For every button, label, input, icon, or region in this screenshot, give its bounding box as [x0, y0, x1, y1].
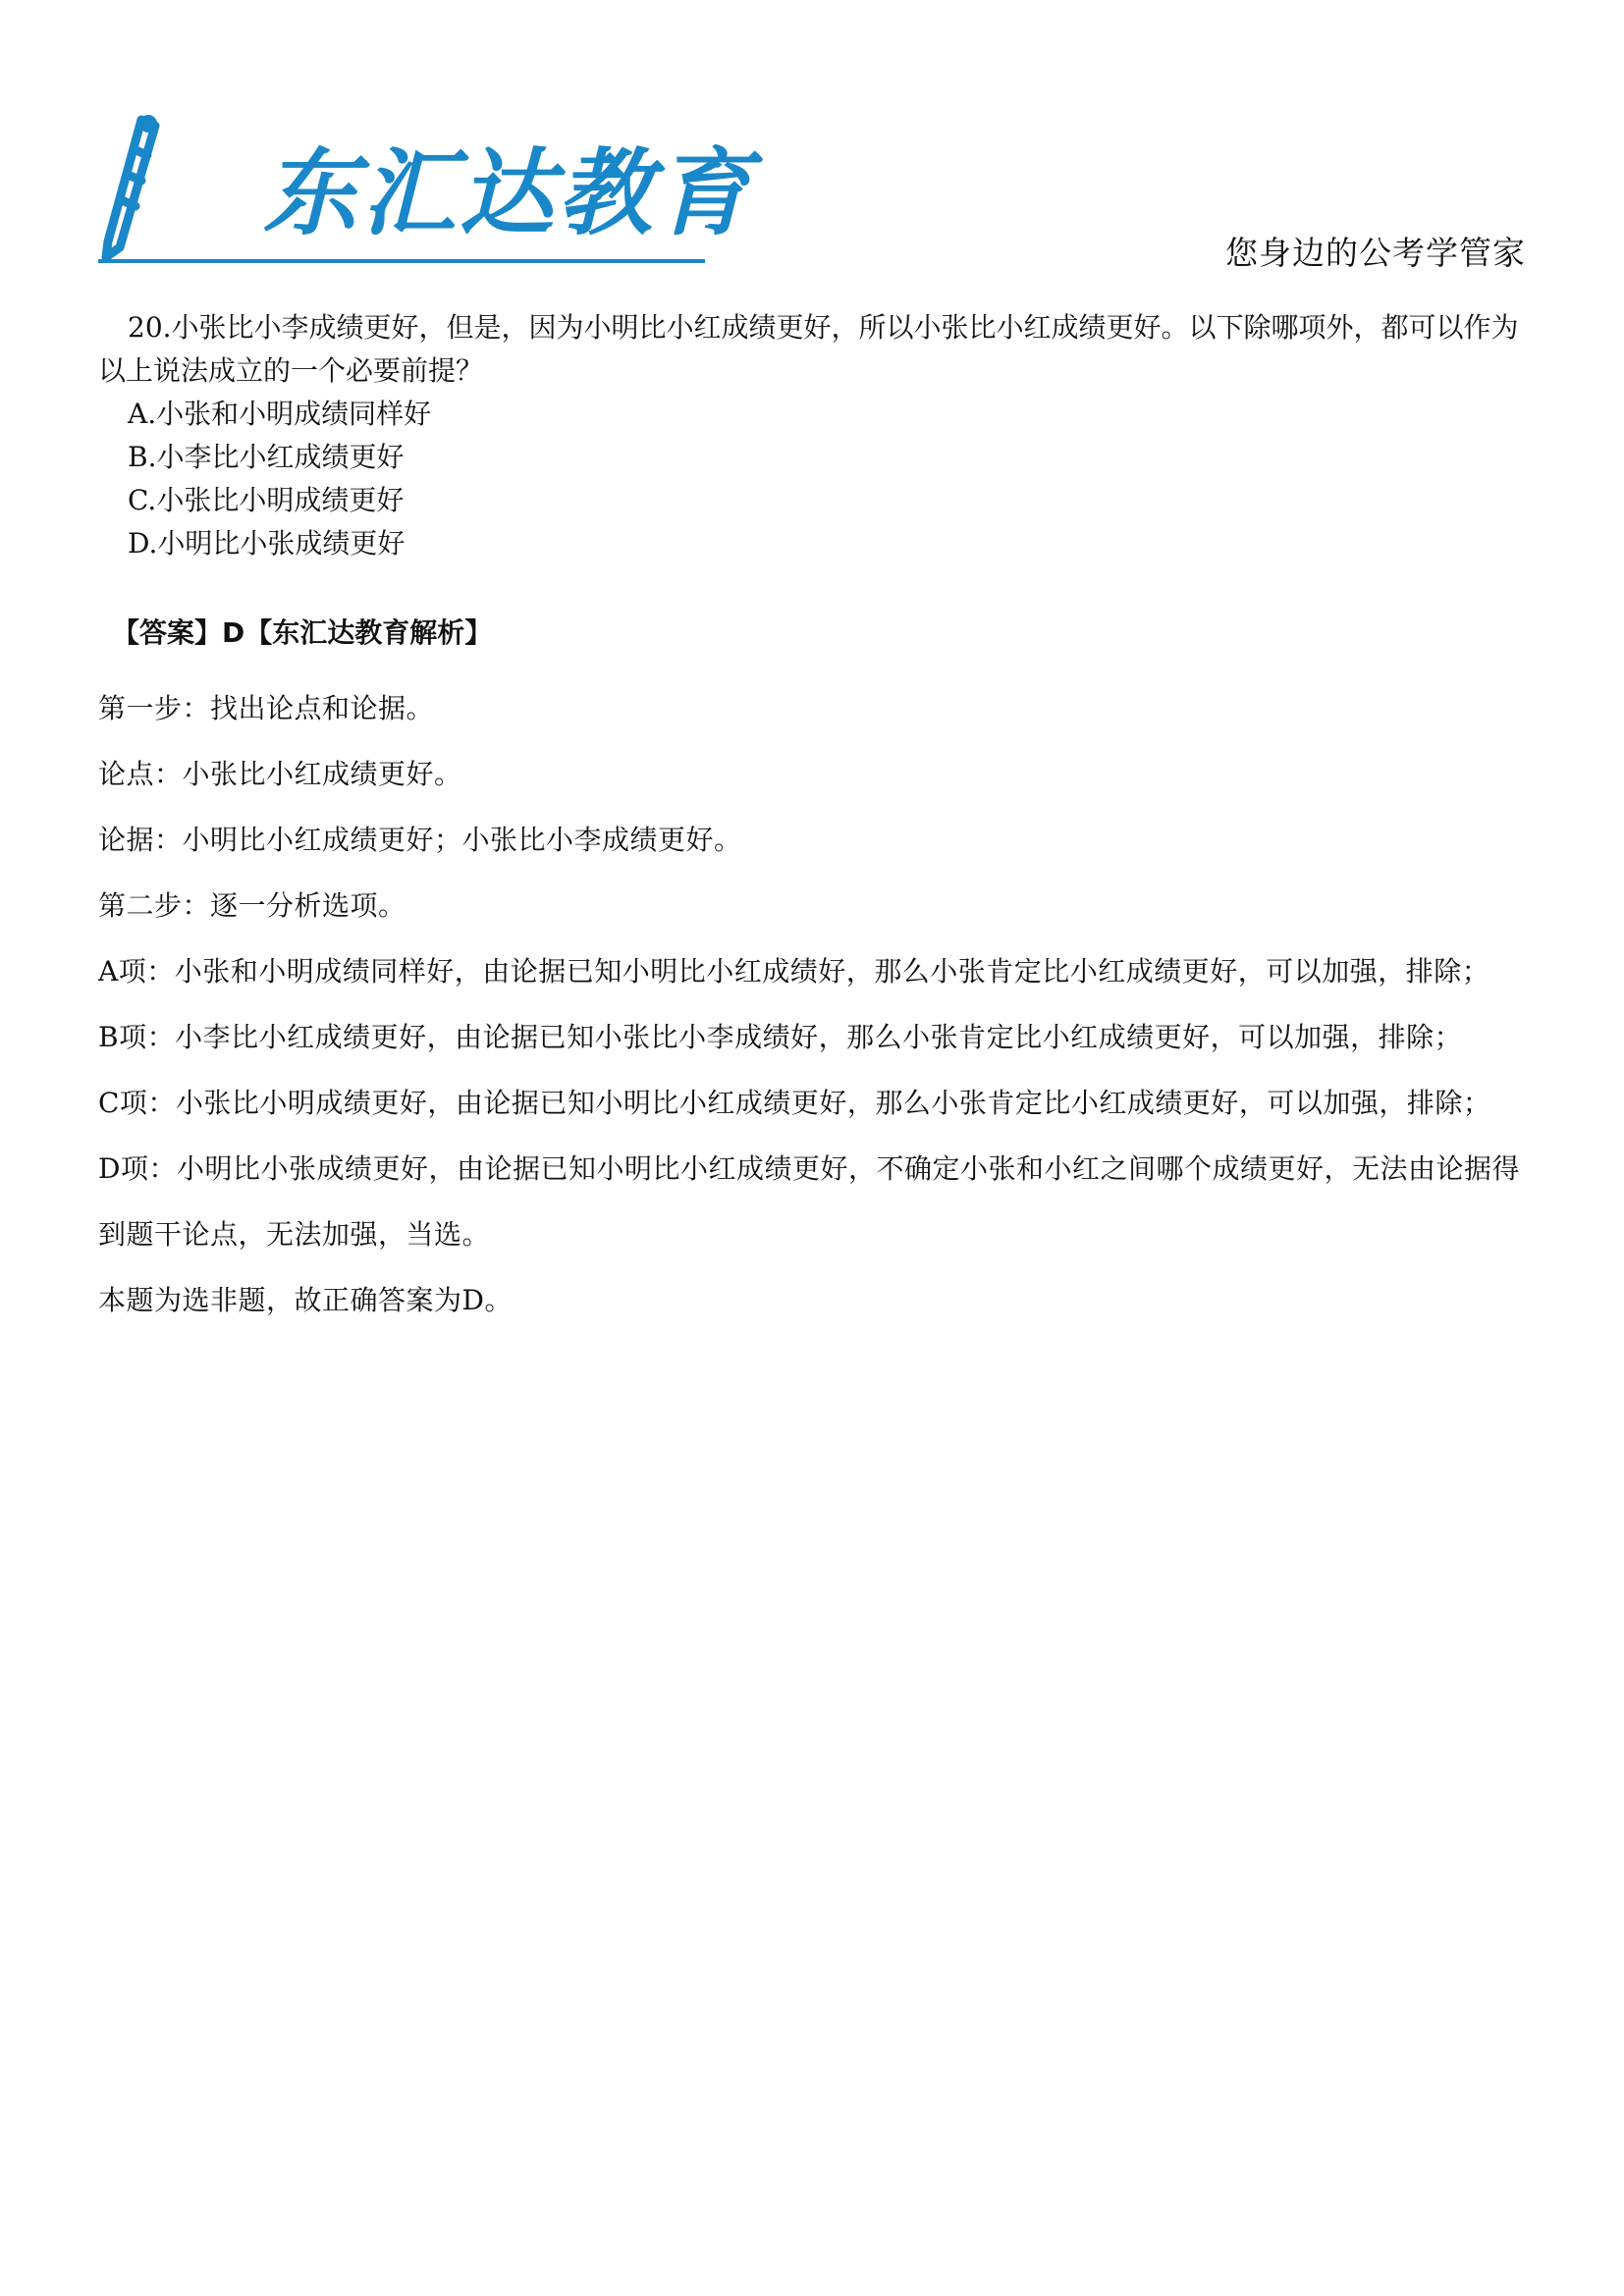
analysis-option-b: B项：小李比小红成绩更好，由论据已知小张比小李成绩好，那么小张肯定比小红成绩更好，可以加强，排除；	[98, 1021, 1463, 1053]
analysis-option-d: D项：小明比小张成绩更好，由论据已知小明比小红成绩更好，不确定小张和小红之间哪个成绩更好，无法由论据得到题干论点，无法加强，当选。	[98, 1152, 1520, 1251]
analysis-final-answer: 本题为选非题，故正确答案为D。	[98, 1284, 513, 1316]
question-stem: 20.小张比小李成绩更好，但是，因为小明比小红成绩更好，所以小张比小红成绩更好。以下除哪项外，都可以作为以上说法成立的一个必要前提？	[98, 311, 1519, 387]
analysis-conclusion: 论点：小张比小红成绩更好。	[98, 758, 462, 790]
header-tagline: 您身边的公考学管家	[1225, 234, 1526, 272]
answer-analysis	[98, 609, 1542, 1333]
analysis-step-one: 第一步：找出论点和论据。	[98, 692, 435, 724]
analysis-step-two: 第二步：逐一分析选项。	[98, 889, 406, 922]
analysis-option-a: A项：小张和小明成绩同样好，由论据已知小明比小红成绩好，那么小张肯定比小红成绩更好，可以加强，排除；	[98, 955, 1490, 988]
brand-logo	[98, 110, 754, 267]
option-c: C.小张比小明成绩更好	[128, 484, 405, 516]
option-b: B.小李比小红成绩更好	[128, 441, 405, 473]
option-d: D.小明比小张成绩更好	[128, 527, 406, 560]
header-divider	[98, 259, 705, 263]
analysis-option-c: C项：小张比小明成绩更好，由论据已知小明比小红成绩更好，那么小张肯定比小红成绩更好，可以加强，排除；	[98, 1087, 1491, 1119]
option-a: A.小张和小明成绩同样好	[128, 398, 432, 430]
page-header	[0, 0, 1624, 285]
logo-wordmark: 东汇达教育	[263, 138, 754, 248]
analysis-premises: 论据：小明比小红成绩更好；小张比小李成绩更好。	[98, 824, 742, 856]
pencil-logo-icon	[98, 110, 169, 267]
question-block	[98, 306, 1532, 565]
answer-heading: 【答案】D【东汇达教育解析】	[112, 616, 493, 649]
